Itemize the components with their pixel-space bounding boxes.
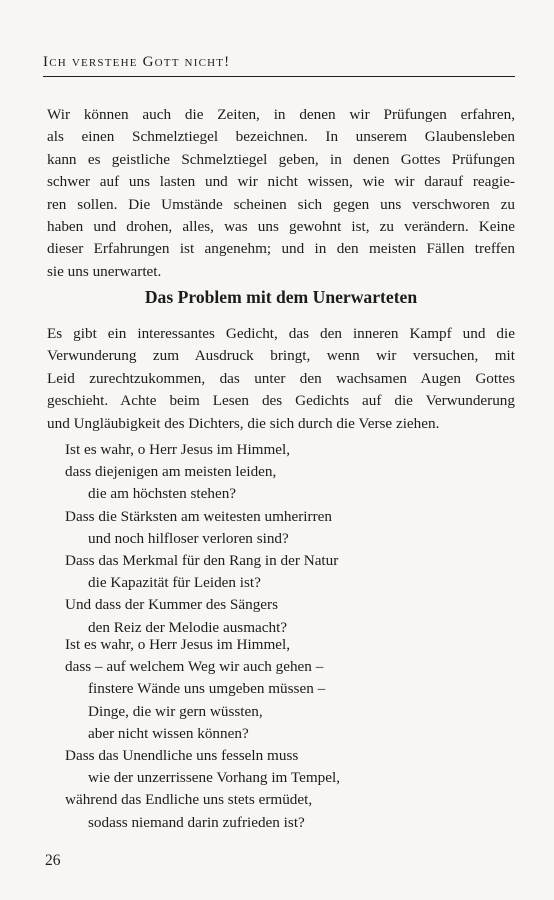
- poem-line: dass diejenigen am meisten leiden,: [65, 463, 277, 481]
- poem-line: die am höchsten stehen?: [88, 485, 237, 503]
- paragraph-2-line: Leid zurechtzukommen, das unter den wachsamen Augen Gottes: [47, 369, 515, 387]
- poem-line: aber nicht wissen können?: [88, 724, 249, 742]
- paragraph-2-line: Verwunderung zum Ausdruck bringt, wenn wir versuchen, mit: [47, 347, 515, 365]
- paragraph-2-line: geschieht. Achte beim Lesen des Gedichts auf die Verwunderung: [47, 392, 515, 410]
- poem-line: Dass das Unendliche uns fesseln muss: [65, 747, 299, 765]
- poem-stanza-2: [65, 634, 505, 834]
- running-head: Ich verstehe Gott nicht!: [43, 54, 231, 70]
- header-rule: [43, 76, 515, 77]
- section-heading: Das Problem mit dem Unerwarteten: [144, 287, 418, 307]
- poem-line: wie der unzerrissene Vorhang im Tempel,: [88, 769, 340, 787]
- poem-line: den Reiz der Melodie ausmacht?: [88, 618, 288, 636]
- paragraph-1: [47, 104, 515, 283]
- poem-line: sodass niemand darin zufrieden ist?: [88, 813, 305, 831]
- poem-line: Ist es wahr, o Herr Jesus im Himmel,: [65, 441, 291, 458]
- poem-line: finstere Wände uns umgeben müssen –: [88, 680, 326, 698]
- poem-line: Dass das Merkmal für den Rang in der Natur: [65, 552, 339, 570]
- poem-line: und noch hilfloser verloren sind?: [88, 529, 289, 547]
- paragraph-2-line: und Ungläubigkeit des Dichters, die sich durch die Verse ziehen.: [47, 414, 440, 432]
- poem-line: Und dass der Kummer des Sängers: [65, 596, 279, 614]
- poem-line: während das Endliche uns stets ermüdet,: [65, 791, 313, 809]
- poem-line: Ist es wahr, o Herr Jesus im Himmel,: [65, 636, 291, 653]
- paragraph-1-line: sie uns unerwartet.: [47, 262, 162, 280]
- paragraph-1-line: ren sollen. Die Umstände scheinen sich gegen uns verschworen zu: [47, 195, 515, 213]
- paragraph-2-line: Es gibt ein interessantes Gedicht, das den inneren Kampf und die: [47, 325, 515, 342]
- paragraph-2: [47, 323, 515, 435]
- poem-line: dass – auf welchem Weg wir auch gehen –: [65, 658, 324, 676]
- poem-line: Dass die Stärksten am weitesten umherirren: [65, 507, 332, 525]
- poem-line: Dinge, die wir gern wüssten,: [88, 702, 263, 720]
- paragraph-1-line: schwer auf uns lasten und wir nicht wissen, wie wir darauf reagie-: [47, 173, 515, 191]
- paragraph-1-line: Wir können auch die Zeiten, in denen wir Prüfungen erfahren,: [47, 106, 515, 123]
- paragraph-1-line: als einen Schmelztiegel bezeichnen. In unserem Glaubensleben: [47, 128, 515, 146]
- paragraph-1-line: haben und drohen, alles, was uns gewohnt ist, zu verändern. Keine: [47, 218, 515, 236]
- poem-line: die Kapazität für Leiden ist?: [88, 574, 261, 592]
- page-number: 26: [45, 852, 61, 869]
- poem-stanza-1: [65, 439, 505, 639]
- paragraph-1-line: kann es geistliche Schmelztiegel geben, in denen Gottes Prüfungen: [47, 150, 515, 168]
- paragraph-1-line: dieser Erfahrungen ist angenehm; und in den meisten Fällen treffen: [47, 240, 515, 258]
